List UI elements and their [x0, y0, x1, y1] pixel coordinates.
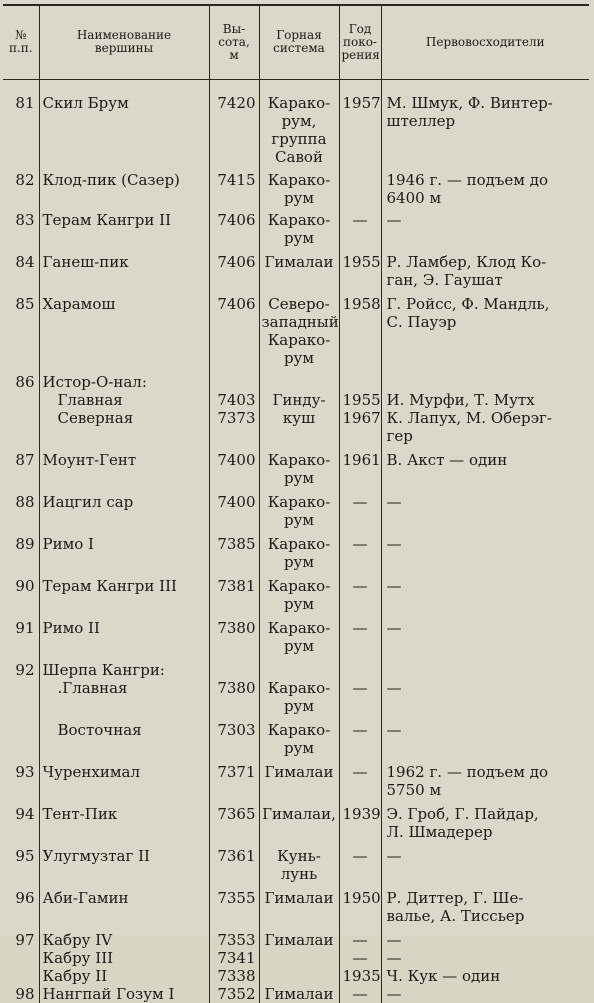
peak-name: Терам Кангри III — [39, 571, 209, 613]
peak-name — [39, 715, 209, 757]
mountain-system: Карако- рум — [259, 715, 339, 757]
ascent-year: — — [339, 949, 381, 967]
peak-name — [39, 409, 209, 445]
peak-height — [209, 367, 259, 391]
row-number: 83 — [15, 210, 35, 229]
first-climbers: — — [381, 679, 589, 715]
table-row — [3, 247, 589, 289]
first-climbers: Р. Диттер, Г. Ше- валье, А. Тиссьер — [381, 883, 589, 925]
ascent-year: 1957 — [339, 79, 381, 166]
header-system: Горная система — [259, 5, 339, 79]
peak-name: Шерпа Кангри: — [39, 655, 209, 679]
peak-height: 7415 — [209, 166, 259, 207]
row-number: 90 — [15, 576, 35, 595]
mountain-system: Гималаи, — [259, 799, 339, 841]
table-row — [3, 655, 589, 679]
first-climbers: В. Акст — один — [381, 445, 589, 487]
ascent-year: 1958 — [339, 289, 381, 367]
ascent-year — [339, 655, 381, 679]
first-climbers: — — [381, 207, 589, 247]
mountain-system: Карако- рум — [259, 679, 339, 715]
row-number: 92 — [15, 660, 35, 679]
table-row — [3, 207, 589, 247]
header-climbers: Первовосходители — [381, 5, 589, 79]
mountain-system — [259, 949, 339, 967]
peak-height: 7406 — [209, 289, 259, 367]
ascent-year: 1939 — [339, 799, 381, 841]
peak-height — [209, 655, 259, 679]
header-num: № п.п. — [3, 5, 39, 79]
row-number: 82 — [15, 170, 35, 189]
table-row — [3, 841, 589, 883]
row-number — [3, 967, 39, 985]
peak-height: 7341 — [209, 949, 259, 967]
peak-height: 7353 — [209, 925, 259, 949]
ascent-year: — — [339, 679, 381, 715]
ascent-year: — — [339, 571, 381, 613]
mountain-system: Карако- рум — [259, 445, 339, 487]
peak-height: 7406 — [209, 207, 259, 247]
peaks-table — [3, 4, 589, 1003]
row-number — [3, 409, 39, 445]
ascent-year: — — [339, 487, 381, 529]
ascent-year: — — [339, 757, 381, 799]
peak-height: 7380 — [209, 613, 259, 655]
peak-name: Иацгил сар — [39, 487, 209, 529]
row-number: 84 — [15, 252, 35, 271]
ascent-year — [339, 367, 381, 391]
first-climbers: Р. Ламбер, Клод Ко- ган, Э. Гаушат — [381, 247, 589, 289]
ascent-year: — — [339, 925, 381, 949]
row-number: 87 — [15, 450, 35, 469]
peak-height: 7355 — [209, 883, 259, 925]
table-row — [3, 679, 589, 715]
first-climbers: — — [381, 925, 589, 949]
table-row — [3, 613, 589, 655]
mountain-system: Гималаи — [259, 985, 339, 1003]
mountain-system: Гималаи — [259, 247, 339, 289]
peak-name — [39, 391, 209, 409]
first-climbers: — — [381, 985, 589, 1003]
row-number: 97 — [15, 930, 35, 949]
peak-name: Римо I — [39, 529, 209, 571]
first-climbers: Э. Гроб, Г. Пайдар, Л. Шмадерер — [381, 799, 589, 841]
table-row — [3, 166, 589, 207]
sub-peak-name: Восточная — [57, 720, 142, 739]
peak-height: 7400 — [209, 445, 259, 487]
table-row — [3, 571, 589, 613]
table-row — [3, 79, 589, 166]
first-climbers: 1946 г. — подъем до 6400 м — [381, 166, 589, 207]
peak-height: 7385 — [209, 529, 259, 571]
first-climbers: — — [381, 613, 589, 655]
peak-name: Моунт-Гент — [39, 445, 209, 487]
peak-name: Аби-Гамин — [39, 883, 209, 925]
first-climbers: — — [381, 529, 589, 571]
peak-name: Чуренхимал — [39, 757, 209, 799]
header-year: Год поко- рения — [339, 5, 381, 79]
peak-name: Улугмузтаг II — [39, 841, 209, 883]
first-climbers: М. Шмук, Ф. Винтер- штеллер — [381, 79, 589, 166]
header-name: Наименование вершины — [39, 5, 209, 79]
peak-height: 7373 — [209, 409, 259, 445]
table-row — [3, 715, 589, 757]
table-header — [3, 5, 589, 79]
table-row — [3, 409, 589, 445]
peak-height: 7403 — [209, 391, 259, 409]
peak-height: 7420 — [209, 79, 259, 166]
row-number — [3, 949, 39, 967]
mountain-system: Карако- рум — [259, 207, 339, 247]
ascent-year — [339, 166, 381, 207]
table-row — [3, 949, 589, 967]
peak-height: 7406 — [209, 247, 259, 289]
peak-height: 7352 — [209, 985, 259, 1003]
mountain-system: Гималаи — [259, 883, 339, 925]
table-row — [3, 487, 589, 529]
row-number: 93 — [15, 762, 35, 781]
peak-name: Римо II — [39, 613, 209, 655]
table-row — [3, 391, 589, 409]
first-climbers: — — [381, 949, 589, 967]
first-climbers: И. Мурфи, Т. Мутх — [381, 391, 589, 409]
mountain-system: куш — [259, 409, 339, 445]
row-number — [3, 679, 39, 715]
ascent-year: 1961 — [339, 445, 381, 487]
peak-name: Истор-О-нал: — [39, 367, 209, 391]
mountain-system: Гинду- — [259, 391, 339, 409]
row-number — [3, 715, 39, 757]
table-row — [3, 757, 589, 799]
peak-name: Нангпай Гозум I — [39, 985, 209, 1003]
peak-name: Клод-пик (Сазер) — [39, 166, 209, 207]
first-climbers: — — [381, 841, 589, 883]
row-number — [3, 391, 39, 409]
mountain-system: Гималаи — [259, 925, 339, 949]
row-number: 86 — [15, 372, 35, 391]
peak-name: Терам Кангри II — [39, 207, 209, 247]
peak-name: Ганеш-пик — [39, 247, 209, 289]
row-number: 98 — [15, 984, 35, 1003]
peak-height: 7381 — [209, 571, 259, 613]
peak-name: Кабру IV — [39, 925, 209, 949]
row-number: 81 — [15, 93, 35, 112]
peak-height: 7365 — [209, 799, 259, 841]
sub-peak-name: .Главная — [57, 678, 128, 697]
ascent-year: — — [339, 529, 381, 571]
mountain-system: Карако- рум — [259, 487, 339, 529]
header-height: Вы- сота, м — [209, 5, 259, 79]
ascent-year: — — [339, 841, 381, 883]
sub-peak-name: Главная — [57, 390, 123, 409]
first-climbers — [381, 655, 589, 679]
peak-height: 7338 — [209, 967, 259, 985]
mountain-system — [259, 367, 339, 391]
table-row — [3, 883, 589, 925]
first-climbers: 1962 г. — подъем до 5750 м — [381, 757, 589, 799]
peak-height: 7400 — [209, 487, 259, 529]
ascent-year: 1935 — [339, 967, 381, 985]
ascent-year: — — [339, 613, 381, 655]
peak-name: Харамош — [39, 289, 209, 367]
mountain-system: Северо- западный Карако- рум — [259, 289, 339, 367]
mountain-system — [259, 967, 339, 985]
table-row — [3, 967, 589, 985]
peak-name: Кабру III — [39, 949, 209, 967]
table-row — [3, 445, 589, 487]
table-body — [3, 79, 589, 1003]
ascent-year: 1955 — [339, 391, 381, 409]
ascent-year: — — [339, 715, 381, 757]
row-number: 85 — [15, 294, 35, 313]
mountain-system: Карако- рум — [259, 529, 339, 571]
peak-height: 7371 — [209, 757, 259, 799]
ascent-year: — — [339, 985, 381, 1003]
ascent-year: 1955 — [339, 247, 381, 289]
first-climbers — [381, 367, 589, 391]
mountain-system: Карако- рум — [259, 613, 339, 655]
row-number: 88 — [15, 492, 35, 511]
table-row — [3, 289, 589, 367]
first-climbers: — — [381, 571, 589, 613]
peak-name: Скил Брум — [39, 79, 209, 166]
first-climbers: — — [381, 487, 589, 529]
peak-name — [39, 679, 209, 715]
ascent-year: 1967 — [339, 409, 381, 445]
table-row — [3, 799, 589, 841]
first-climbers: Г. Ройсс, Ф. Мандль, С. Пауэр — [381, 289, 589, 367]
ascent-year: 1950 — [339, 883, 381, 925]
peak-name: Тент-Пик — [39, 799, 209, 841]
mountain-system: Карако- рум, группа Савой — [259, 79, 339, 166]
sub-peak-name: Северная — [57, 408, 134, 427]
row-number: 94 — [15, 804, 35, 823]
ascent-year: — — [339, 207, 381, 247]
row-number: 95 — [15, 846, 35, 865]
table-row — [3, 367, 589, 391]
row-number: 96 — [15, 888, 35, 907]
first-climbers: Ч. Кук — один — [381, 967, 589, 985]
mountain-system — [259, 655, 339, 679]
mountain-system: Карако- рум — [259, 571, 339, 613]
mountain-system: Кунь- лунь — [259, 841, 339, 883]
peak-height: 7303 — [209, 715, 259, 757]
first-climbers: — — [381, 715, 589, 757]
mountain-system: Гималаи — [259, 757, 339, 799]
table-row — [3, 985, 589, 1003]
row-number: 91 — [15, 618, 35, 637]
first-climbers: К. Лапух, М. Оберэг- гер — [381, 409, 589, 445]
row-number: 89 — [15, 534, 35, 553]
peak-height: 7380 — [209, 679, 259, 715]
mountain-system: Карако- рум — [259, 166, 339, 207]
table-row — [3, 529, 589, 571]
peak-height: 7361 — [209, 841, 259, 883]
peak-name: Кабру II — [39, 967, 209, 985]
table-row — [3, 925, 589, 949]
